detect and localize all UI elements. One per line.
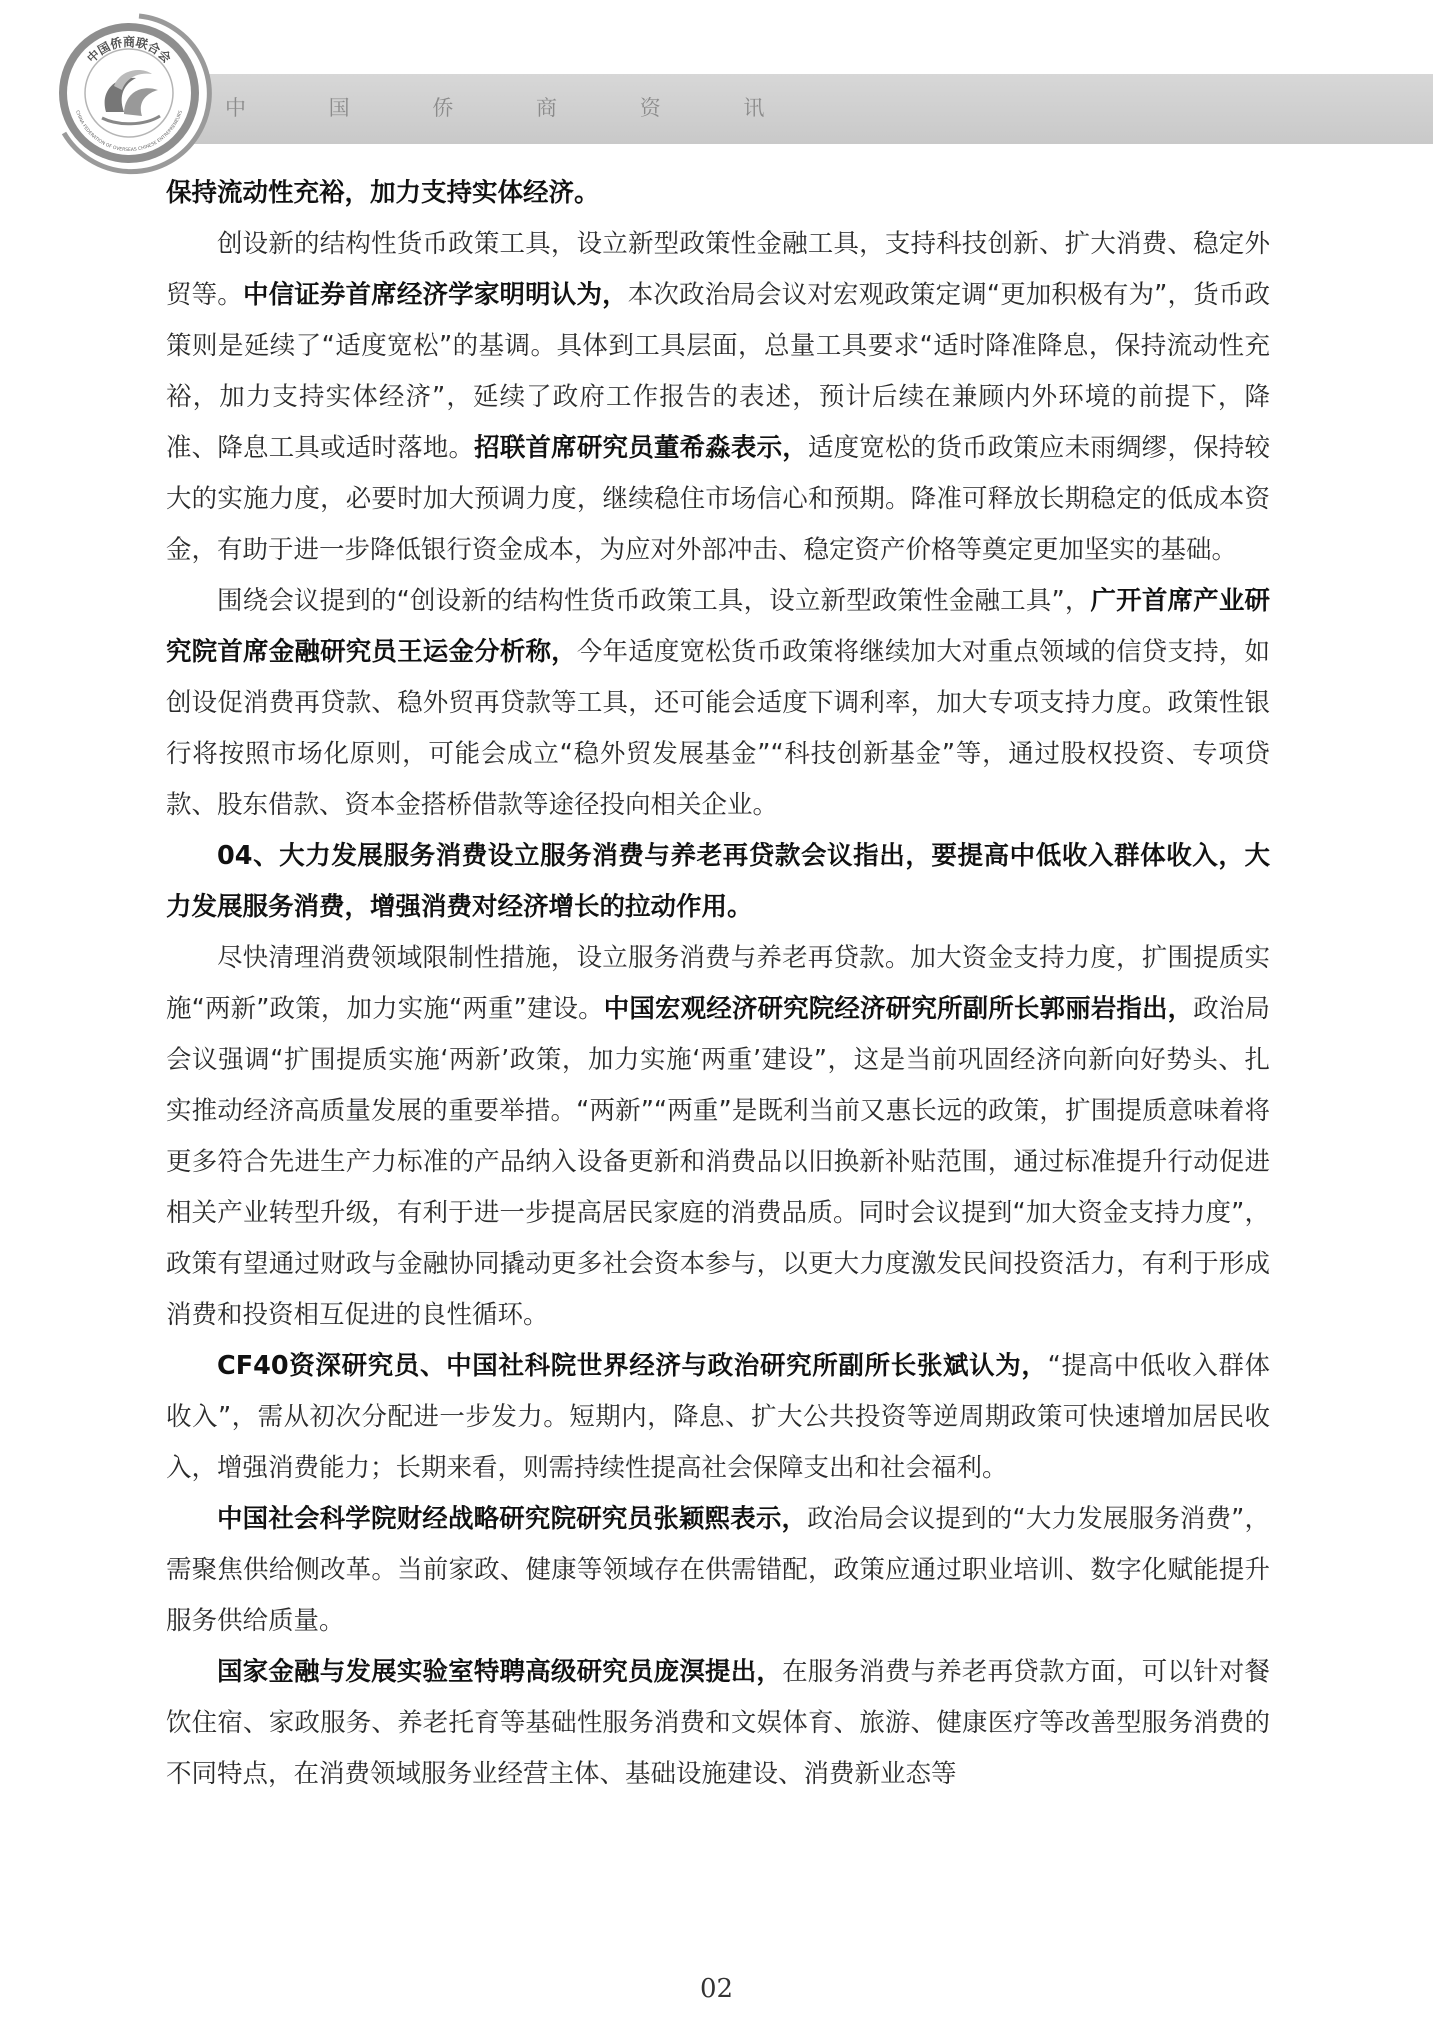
paragraph-text: 本次政治局会议对宏观政策定调“更加积极有为”，货币政策则是延续了“适度宽松”的基调。具体到工具层面，总量工具要求“适时降准降息，保持流动性充裕，加力支持实体经济”，延续了政府工作报告的表述，预计后续在兼顾内外环境的前提下，降准、降息工具或适时落地。 — [166, 280, 1270, 463]
bold-lead-text: 保持流动性充裕，加力支持实体经济。 — [166, 178, 600, 208]
paragraph-text: 适度宽松的货币政策应未雨绸缪，保持较大的实施力度，必要时加大预调力度，继续稳住市场信心和预期。降准可释放长期稳定的低成本资金，有助于进一步降低银行资金成本，为应对外部冲击、稳定资产价格等奠定更加坚实的基础。 — [166, 433, 1270, 565]
page-number: 02 — [699, 1974, 734, 2004]
bold-lead-text: 广开首席产业研究院首席金融研究员王运金分析称， — [166, 586, 1270, 667]
paragraph-text: “提高中低收入群体收入”，需从初次分配进一步发力。短期内，降息、扩大公共投资等逆周期政策可快速增加居民收入，增强消费能力；长期来看，则需持续性提高社会保障支出和社会福利。 — [166, 1351, 1270, 1483]
paragraph — [166, 219, 1270, 576]
publication-title: 中 国 侨 商 资 讯 — [225, 96, 803, 120]
bold-lead-text: 中国宏观经济研究院经济研究所副所长郭丽岩指出， — [603, 994, 1194, 1024]
federation-logo-icon — [44, 8, 214, 178]
paragraph — [166, 831, 1270, 933]
bold-lead-text: 中国社会科学院财经战略研究院研究员张颖熙表示， — [217, 1504, 808, 1534]
paragraph-text: 今年适度宽松货币政策将继续加大对重点领域的信贷支持，如创设促消费再贷款、稳外贸再贷款等工具，还可能会适度下调利率，加大专项支持力度。政策性银行将按照市场化原则，可能会成立“稳外贸发展基金”“科技创新基金”等，通过股权投资、专项贷款、股东借款、资本金搭桥借款等途径投向相关企业。 — [166, 637, 1270, 820]
paragraph-text: 围绕会议提到的“创设新的结构性货币政策工具，设立新型政策性金融工具”， — [217, 586, 1091, 616]
paragraph — [166, 168, 1270, 219]
bold-lead-text: 招联首席研究员董希淼表示， — [474, 433, 808, 463]
bold-lead-text: 国家金融与发展实验室特聘高级研究员庞溟提出， — [217, 1657, 783, 1687]
paragraph — [166, 1341, 1270, 1494]
bold-lead-text: CF40资深研究员、中国社科院世界经济与政治研究所副所长张斌认为， — [217, 1351, 1048, 1381]
bold-lead-text: 中信证券首席经济学家明明认为， — [242, 280, 628, 310]
paragraph-text: 政治局会议提到的“大力发展服务消费”，需聚焦供给侧改革。当前家政、健康等领域存在供需错配，政策应通过职业培训、数字化赋能提升服务供给质量。 — [166, 1504, 1270, 1636]
logo-text-upper: 中国侨商联合会 — [84, 35, 174, 66]
paragraph-text: 尽快清理消费领域限制性措施，设立服务消费与养老再贷款。加大资金支持力度，扩围提质实施“两新”政策，加力实施“两重”建设。 — [166, 943, 1270, 1024]
paragraph — [166, 1647, 1270, 1800]
paragraph-text: 创设新的结构性货币政策工具，设立新型政策性金融工具，支持科技创新、扩大消费、稳定外贸等。 — [166, 229, 1270, 310]
bold-lead-text: 04、大力发展服务消费设立服务消费与养老再贷款会议指出，要提高中低收入群体收入，大力发展服务消费，增强消费对经济增长的拉动作用。 — [166, 841, 1270, 922]
paragraph — [166, 576, 1270, 831]
paragraph-text: 政治局会议强调“扩围提质实施‘两新’政策，加力实施‘两重’建设”，这是当前巩固经济向新向好势头、扎实推动经济高质量发展的重要举措。“两新”“两重”是既利当前又惠长远的政策，扩围提质意味着将更多符合先进生产力标准的产品纳入设备更新和消费品以旧换新补贴范围，通过标准提升行动促进相关产业转型升级，有利于进一步提高居民家庭的消费品质。同时会议提到“加大资金支持力度”，政策有望通过财政与金融协同撬动更多社会资本参与，以更大力度激发民间投资活力，有利于形成消费和投资相互促进的良性循环。 — [166, 994, 1270, 1330]
paragraph — [166, 1494, 1270, 1647]
paragraph — [166, 933, 1270, 1341]
logo-text-lower: CHINA FEDERATION OF OVERSEAS CHINESE ENTREPRENEURS — [74, 110, 184, 154]
paragraph-text: 在服务消费与养老再贷款方面，可以针对餐饮住宿、家政服务、养老托育等基础性服务消费和文娱体育、旅游、健康医疗等改善型服务消费的不同特点，在消费领域服务业经营主体、基础设施建设、消费新业态等 — [166, 1657, 1270, 1789]
article-body — [166, 168, 1270, 1800]
